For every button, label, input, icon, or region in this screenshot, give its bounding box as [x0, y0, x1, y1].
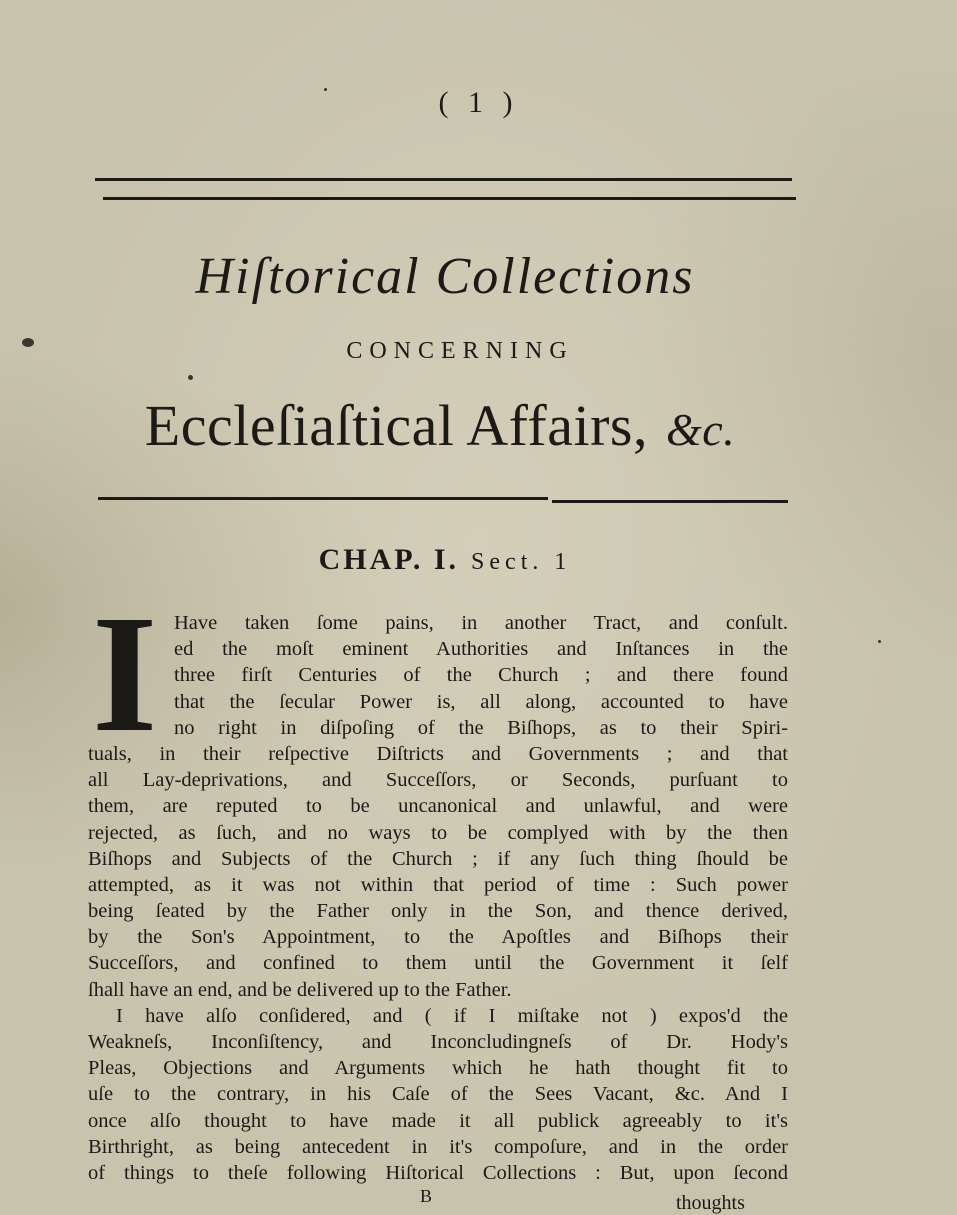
- text-line: three firſt Centuries of the Church ; and there found: [174, 664, 788, 687]
- title-historical-collections: Hiſtorical Collections: [195, 248, 695, 305]
- signature-mark: B: [420, 1186, 433, 1206]
- text-line: that the ſecular Power is, all along, accounted to have: [174, 690, 788, 713]
- text-line: of things to theſe following Hiſtorical Collections : But, upon ſecond: [88, 1161, 788, 1184]
- text-line: uſe to the contrary, in his Caſe of the Sees Vacant, &c. And I: [88, 1083, 788, 1106]
- section-label: Sect. 1: [471, 549, 572, 575]
- title-concerning: CONCERNING: [346, 338, 574, 364]
- text-line: Succeſſors, and confined to them until the Government it ſelf: [88, 952, 788, 975]
- paper-speck: [324, 88, 327, 91]
- text-line: Have taken ſome pains, in another Tract, and conſult.: [174, 612, 788, 634]
- title-rule-right: [552, 500, 788, 503]
- text-line: Weakneſs, Inconſiſtency, and Inconcludingneſs of Dr. Hody's: [88, 1031, 788, 1053]
- chapter-heading: [0, 543, 890, 577]
- paper-speck: [188, 375, 193, 380]
- drop-cap: I: [92, 581, 158, 767]
- text-line: them, are reputed to be uncanonical and unlawful, and were: [88, 795, 788, 818]
- body-text: [88, 610, 788, 1186]
- title-rule-left: [98, 497, 548, 500]
- text-line: all Lay-deprivations, and Succeſſors, or Seconds, purſuant to: [88, 769, 788, 792]
- text-line: Biſhops and Subjects of the Church ; if any ſuch thing ſhould be: [88, 847, 788, 870]
- chapter-label: CHAP. I.: [318, 543, 460, 576]
- text-line: rejected, as ſuch, and no ways to be complyed with by the then: [88, 821, 788, 844]
- text-line: once alſo thought to have made it all publick agreeably to it's: [88, 1109, 788, 1132]
- header-rule-bottom: [103, 197, 796, 200]
- paper-speck: [878, 640, 881, 643]
- header-rule-top: [95, 178, 792, 181]
- text-line: ſhall have an end, and be delivered up to the Father.: [88, 978, 512, 1001]
- paper-speck: [22, 338, 34, 347]
- text-line: Birthright, as being antecedent in it's compoſure, and in the order: [88, 1135, 788, 1158]
- text-line: attempted, as it was not within that period of time : Such power: [88, 873, 788, 896]
- text-line: ed the moſt eminent Authorities and Inſtances in the: [174, 638, 788, 661]
- text-line: by the Son's Appointment, to the Apoſtles and Biſhops their: [88, 926, 788, 949]
- text-line: being ſeated by the Father only in the Son, and thence derived,: [88, 900, 788, 923]
- catchword: thoughts: [676, 1192, 745, 1214]
- title-ecclesiastical-text: Eccleſiaſtical Affairs,: [144, 393, 648, 458]
- text-line: I have alſo conſidered, and ( if I miſtake not ) expos'd the: [116, 1004, 788, 1027]
- text-line: Pleas, Objections and Arguments which he hath thought fit to: [88, 1057, 788, 1080]
- title-ecclesiastical-affairs: [0, 392, 880, 459]
- text-line: no right in diſpoſing of the Biſhops, as to their Spiri-: [174, 716, 788, 739]
- text-line: tuals, in their reſpective Diſtricts and Governments ; and that: [88, 742, 788, 765]
- page-number: ( 1 ): [438, 86, 519, 119]
- title-etc: &c.: [666, 404, 736, 455]
